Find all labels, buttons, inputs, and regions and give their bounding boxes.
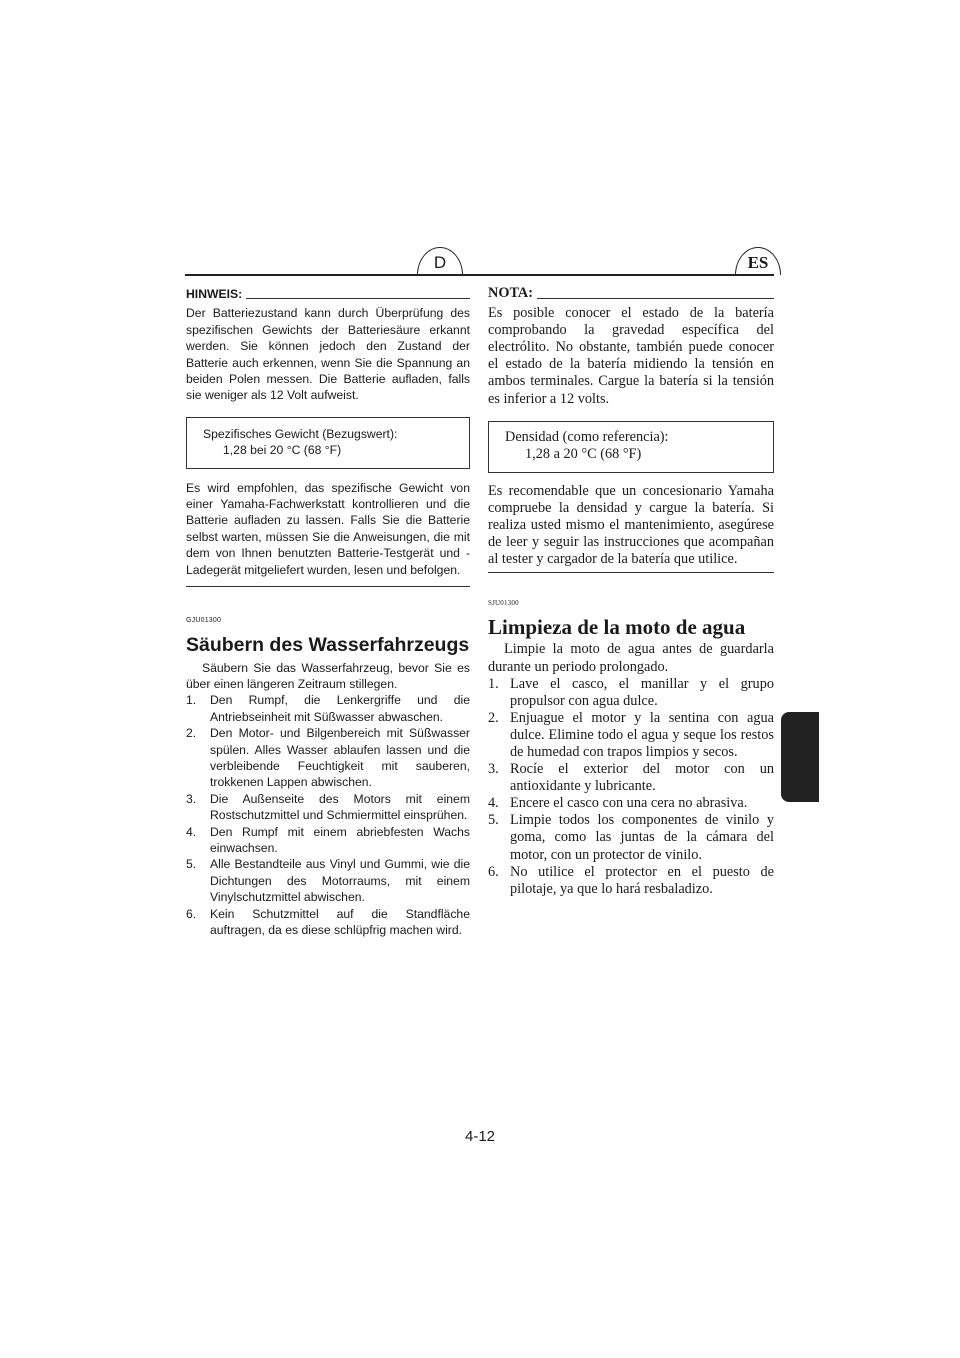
steps-list-es (488, 676, 774, 898)
note-heading-es (488, 285, 774, 302)
language-badge-es: ES (735, 247, 781, 275)
section-intro: Säubern Sie das Wasserfahrzeug, bevor Sie es über einen längeren Zeitraum stillegen. (186, 660, 470, 691)
item-number: 2. (186, 726, 197, 741)
divider (246, 298, 470, 299)
spec-value: 1,28 bei 20 °C (68 °F) (223, 443, 342, 458)
item-text: Den Motor- und Bilgenbereich mit Süßwasser spülen. Alles Wasser ablaufen lassen und die verbleibende Feuchtigkeit mit sauberen, trokkenen Lappen abwischen. (210, 726, 470, 790)
item-text: Limpie todos los componentes de vinilo y goma, como las juntas de la cámara del motor, con un protector de vinilo. (510, 812, 774, 863)
list-item (488, 761, 774, 795)
list-item (488, 676, 774, 710)
list-item (186, 906, 470, 939)
header-rule (185, 274, 774, 276)
spec-label: Spezifisches Gewicht (Bezugswert): (203, 426, 398, 441)
divider (537, 298, 774, 299)
list-item (186, 692, 470, 725)
spec-box-de (186, 417, 470, 469)
note-end-rule (186, 586, 470, 587)
item-text: Die Außenseite des Motors mit einem Rostschutzmittel und Schmiermittel einsprühen. (210, 791, 470, 823)
section-code: SJU01300 (488, 599, 519, 608)
item-number: 6. (488, 863, 499, 880)
item-number: 4. (488, 795, 499, 812)
list-item (186, 791, 470, 824)
item-number: 4. (186, 824, 197, 839)
item-text: Den Rumpf, die Lenkergriffe und die Antriebseinheit mit Süßwasser abwaschen. (210, 693, 470, 724)
note-label: HINWEIS: (186, 287, 243, 301)
item-text: Lave el casco, el manillar y el grupo propulsor con agua dulce. (510, 675, 774, 709)
item-text: Alle Bestandteile aus Vinyl und Gummi, wie die Dichtungen des Motorraums, mit einem Vinylschutzmittel abwischen. (210, 857, 470, 905)
section-title: Limpieza de la moto de agua (488, 615, 746, 640)
list-item (186, 725, 470, 791)
item-text: Enjuague el motor y la sentina con agua dulce. Elimine todo el agua y seque los restos de humedad con trapos limpios y secos. (510, 709, 774, 760)
spec-label: Densidad (como referencia): (505, 428, 669, 445)
item-text: Den Rumpf mit einem abriebfesten Wachs einwachsen. (210, 824, 470, 855)
item-number: 1. (186, 693, 197, 708)
list-item (186, 856, 470, 905)
section-code: GJU01300 (186, 617, 222, 625)
spec-box-es (488, 421, 774, 473)
german-column (186, 286, 470, 938)
list-item (186, 824, 470, 857)
spanish-column (488, 285, 774, 898)
chapter-thumb-tab (781, 712, 819, 802)
note-text: Es posible conocer el estado de la batería comprobando la gravedad específica del electrólito. No obstante, también puede conocer el estado de la batería midiendo la tensión en ambos terminales. Cargue la batería si la tensión es inferior a 12 volts. (488, 305, 774, 407)
item-number: 1. (488, 675, 499, 692)
note-text: Der Batteriezustand kann durch Überprüfung des spezifischen Gewichts der Batteriesäure erkannt werden. Sie können jedoch den Zustand der Batterie auch erkennen, wenn Sie die Spannung an beiden Polen messen. Die Batterie aufladen, falls sie weniger als 12 Volt aufweist. (186, 306, 470, 403)
spec-value: 1,28 a 20 °C (68 °F) (525, 445, 642, 462)
language-badge-de: D (417, 247, 463, 275)
item-number: 3. (488, 761, 499, 778)
steps-list-de (186, 692, 470, 938)
note-end-rule (488, 572, 774, 573)
item-number: 5. (488, 812, 499, 829)
list-item (488, 710, 774, 761)
item-number: 3. (186, 791, 197, 806)
item-text: Encere el casco con una cera no abrasiva. (510, 795, 748, 812)
section-title: Säubern des Wasserfahrzeugs (186, 633, 470, 656)
item-number: 2. (488, 709, 499, 726)
list-item (488, 795, 774, 812)
note-heading-de (186, 286, 470, 302)
item-text: No utilice el protector en el puesto de pilotaje, ya que lo hará resbaladizo. (510, 863, 774, 897)
item-number: 5. (186, 857, 197, 872)
note-text-2: Es wird empfohlen, das spezifische Gewicht von einer Yamaha-Fachwerkstatt kontrollieren und die Batterie aufladen zu lassen. Falls Sie die Batterie selbst warten, müssen Sie die Anweisungen, die mit dem von Ihnen benutzten Batterie-Testgerät und -Ladegerät mitgeliefert wurden, lesen und befolgen. (186, 480, 470, 577)
list-item (488, 812, 774, 863)
section-intro: Limpie la moto de agua antes de guardarla durante un periodo prolongado. (488, 641, 774, 675)
item-text: Kein Schutzmittel auf die Standfläche auftragen, da es diese schlüpfrig machen wird. (210, 906, 470, 937)
item-text: Rocíe el exterior del motor con un antioxidante y lubricante. (510, 761, 774, 795)
item-number: 6. (186, 906, 197, 921)
note-label: NOTA: (488, 285, 534, 301)
list-item (488, 864, 774, 898)
note-text-2: Es recomendable que un concesionario Yamaha compruebe la densidad y cargue la batería. Si realiza usted mismo el mantenimiento, asegúrese de leer y seguir las instrucciones que acompañan al tester y cargador de la batería que utilice. (488, 482, 774, 568)
page-number: 4-12 (464, 1128, 496, 1145)
